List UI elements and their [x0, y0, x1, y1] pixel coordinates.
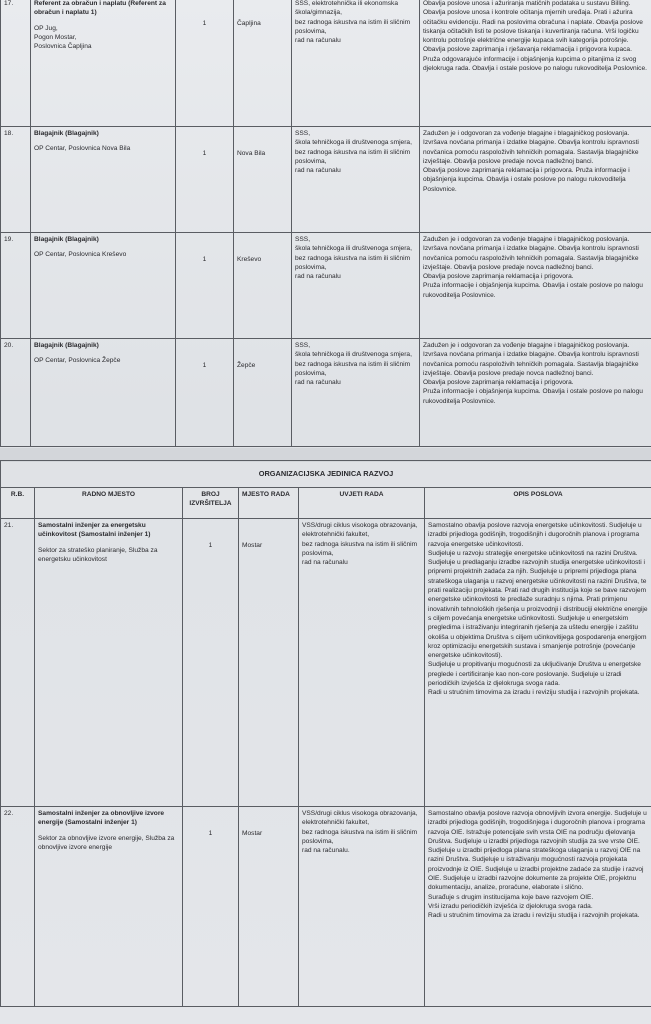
- job-table-upper: [0, 0, 651, 447]
- unit-title: ORGANIZACIJSKA JEDINICA RAZVOJ: [1, 461, 651, 488]
- org-unit: OP Jug, Pogon Mostar, Poslovnica Čapljina: [34, 24, 92, 51]
- job-title: Referent za obračun i naplatu (Referent za obračun i naplatu 1): [34, 0, 166, 17]
- row-number: 18.: [1, 127, 31, 233]
- row-number: 20.: [1, 339, 31, 447]
- row-number: 17.: [1, 0, 31, 127]
- executor-count: 1: [176, 339, 234, 447]
- executor-count: 1: [183, 807, 239, 1007]
- executor-count: 1: [183, 519, 239, 807]
- table-row: [1, 519, 651, 807]
- table-row: [1, 233, 651, 339]
- job-cell: [31, 233, 176, 339]
- executor-count: 1: [176, 0, 234, 127]
- work-place: Mostar: [239, 519, 299, 807]
- job-title: Blagajnik (Blagajnik): [34, 130, 99, 137]
- work-place: Čapljina: [234, 0, 292, 127]
- header-place: MJESTO RADA: [239, 488, 299, 519]
- work-conditions: VSS/drugi ciklus visokoga obrazovanja, elektrotehnički fakultet, bez radnoga iskustva na istim ili sličnim poslovima, rad na računalu.: [299, 807, 425, 1007]
- job-description: Zadužen je i odgovoran za vođenje blagajne i blagajničkog poslovanja. Izvršava novčana primanja i izdatke blagajne. Obavlja kontrolu ispravnosti novčanica pomoću raspoloživih tehničkih pomagala. Sastavlja blagajničke izvještaje. Obavlja poslove predaje novca nadležnoj banci. Obavlja poslove zaprimanja reklamacija i prigovora. Pruža informacije i objašnjenja kupcima. Obavlja i ostale poslove po nalogu rukovoditelja Poslovnice.: [420, 233, 651, 339]
- header-desc: OPIS POSLOVA: [425, 488, 651, 519]
- job-description: Samostalno obavlja poslove razvoja energetske učinkovitosti. Sudjeluje u izradbi prijedloga godišnjih, trogodišnjih i dugoročnih planova i programa razvoja energetske učinkovitosti. Sudjeluje u razvoju strategije energetske učinkovitosti na razini Društva. Sudjeluje u predlaganju izradbe razvojnih studija energetske učinkovitosti i pripremi projektnih zadaća za njih. Sudjeluje u pripremi prijedloga plana strateškoga ulaganja u razvoj energetske učinkovitosti na razini Društva, te prati realizaciju projekata. Prati rad drugih institucija koje se bave razvojem energetske učinkovitosti te predlaže suradnju s njima. Prati primjenu inovativnih tehnoloških rješenja u proizvodnji i distribuciji električne energije s ciljem povećanja energetske učinkovitosti. Sudjeluje u energetskim pregledima i istraživanju integriranih rješenja za uštedu energije i zaštitu okoliša u objektima Društva s ciljem učinkovitijega gospodarenja energijom kroz optimizaciju energetskih sustava i smanjenje potrošnje (povećanje energetske učinkovitosti). Sudjeluje u propitivanju mogućnosti za uključivanje Društva u energetske preglede i certificiranje kao non-core poslovanje. Sudjeluje u izradi periodičkih izvješća iz djelokruga svoga rada. Radi u stručnim timovima za izradu i reviziju studija i razvojnih projekata.: [425, 519, 651, 807]
- job-title: Blagajnik (Blagajnik): [34, 342, 99, 349]
- work-conditions: VSS/drugi ciklus visokoga obrazovanja, elektrotehnički fakultet, bez radnoga iskustva na istim ili sličnim poslovima, rad na računalu: [299, 519, 425, 807]
- unit-title-row: [1, 461, 651, 488]
- header-row: [1, 488, 651, 519]
- job-cell: [35, 807, 183, 1007]
- table-row: [1, 127, 651, 233]
- work-conditions: SSS, škola tehničkoga ili društvenoga smjera, bez radnoga iskustva na istim ili sličnim poslovima, rad na računalu: [292, 127, 420, 233]
- work-place: Žepče: [234, 339, 292, 447]
- header-count: BROJ IZVRŠITELJA: [183, 488, 239, 519]
- job-title: Samostalni inženjer za obnovljive izvore energije (Samostalni inženjer 1): [38, 810, 165, 827]
- row-number: 21.: [1, 519, 35, 807]
- table-row: [1, 339, 651, 447]
- job-description: Zadužen je i odgovoran za vođenje blagajne i blagajničkog poslovanja. Izvršava novčana primanja i izdatke blagajne. Obavlja kontrolu ispravnosti novčanica pomoću raspoloživih tehničkih pomagala. Sastavlja blagajničke izvještaje. Obavlja poslove predaje novca nadležnoj banci. Obavlja poslove zaprimanja reklamacija i prigovora. Pruža informacije i objašnjenja kupcima. Obavlja i ostale poslove po nalogu rukovoditelja Poslovnice.: [420, 339, 651, 447]
- org-unit: Sektor za strateško planiranje, Služba za energetsku učinkovitost: [38, 546, 158, 563]
- job-cell: [31, 127, 176, 233]
- job-cell: [31, 0, 176, 127]
- executor-count: 1: [176, 127, 234, 233]
- work-conditions: SSS, škola tehničkoga ili društvenoga smjera, bez radnoga iskustva na istim ili sličnim poslovima, rad na računalu: [292, 339, 420, 447]
- row-number: 19.: [1, 233, 31, 339]
- work-place: Mostar: [239, 807, 299, 1007]
- header-rb: R.B.: [1, 488, 35, 519]
- table-row: [1, 0, 651, 127]
- job-title: Samostalni inženjer za energetsku učinkovitost (Samostalni inženjer 1): [38, 522, 151, 539]
- job-description: Obavlja poslove unosa i ažuriranja matičnih podataka u sustavu Billing. Obavlja poslove unosa i kontrole očitanja mjernih uređaja. Prati i ažurira očitačku evidenciju. Radi na poslovima obračuna i naplate. Obavlja poslove tiskanja očitačkih listi te poslove tiskanja i kuvertiranja računa. Vrši logičku kontrolu potrošnje električne energije kupaca svih kategorija potrošnje. Obavlja poslove zaprimanja i rješavanja reklamacija i prigovora kupaca. Pruža odgovarajuće informacije i objašnjenja kupcima o pitanjima iz svog djelokruga rada. Obavlja i ostale poslove po nalogu rukovoditelja Poslovnice.: [420, 0, 651, 127]
- row-number: 22.: [1, 807, 35, 1007]
- job-table-lower: [0, 460, 651, 1007]
- org-unit: OP Centar, Poslovnica Nova Bila: [34, 145, 131, 153]
- work-place: Kreševo: [234, 233, 292, 339]
- job-cell: [31, 339, 176, 447]
- job-description: Zadužen je i odgovoran za vođenje blagajne i blagajničkog poslovanja. Izvršava novčana primanja i izdatke blagajne. Obavlja kontrolu ispravnosti novčanica pomoću raspoloživih tehničkih pomagala. Sastavlja blagajničke izvještaje. Obavlja poslove predaje novca nadležnoj banci. Obavlja poslove zaprimanja reklamacija i prigovora. Pruža informacije i objašnjenja kupcima. Obavlja i ostale poslove po nalogu rukovoditelja Poslovnice.: [420, 127, 651, 233]
- work-place: Nova Bila: [234, 127, 292, 233]
- table-row: [1, 807, 651, 1007]
- job-description: Samostalno obavlja poslove razvoja obnovljivih izvora energije. Sudjeluje u izradbi prijedloga godišnjih, trogodišnjega i dugoročnih planova i programa razvoja OIE. Istražuje potencijale svih vrsta OIE na području djelovanja Društva. Sudjeluje u izradbi prijedloga razvojnih studija za sve vrste OIE. Sudjeluje u izradbi prijedloga plana strateškoga ulaganja u razvoj OIE na razini Društva. Sudjeluje u istraživanju mogućnosti razvoja projekata proizvodnje iz OIE. Sudjeluje u izradbi projektne zadaće za studije i razvoj OIE. Sudjeluje u izradbi razvojne dokumente za projekte OIE, projektnu dokumentaciju, analize, proračune, elaborate i slično. Surađuje s drugim institucijama koje bave razvojem OIE. Vrši izradu periodičkih izvješća iz djelokruga svoga rada. Radi u stručnim timovima za izradu i reviziju studija i razvojnih projekata.: [425, 807, 651, 1007]
- job-cell: [35, 519, 183, 807]
- work-conditions: SSS, elektrotehnička ili ekonomska škola/gimnazija, bez radnoga iskustva na istim ili sličnim poslovima, rad na računalu: [292, 0, 420, 127]
- work-conditions: SSS, škola tehničkoga ili društvenoga smjera, bez radnoga iskustva na istim ili sličnim poslovima, rad na računalu: [292, 233, 420, 339]
- executor-count: 1: [176, 233, 234, 339]
- org-unit: OP Centar, Poslovnica Kreševo: [34, 251, 127, 259]
- header-job: RADNO MJESTO: [35, 488, 183, 519]
- job-title: Blagajnik (Blagajnik): [34, 236, 99, 243]
- org-unit: OP Centar, Poslovnica Žepče: [34, 357, 121, 365]
- org-unit: Sektor za obnovljive izvore energije, Služba za obnovljive izvore energije: [38, 834, 175, 851]
- header-req: UVJETI RADA: [299, 488, 425, 519]
